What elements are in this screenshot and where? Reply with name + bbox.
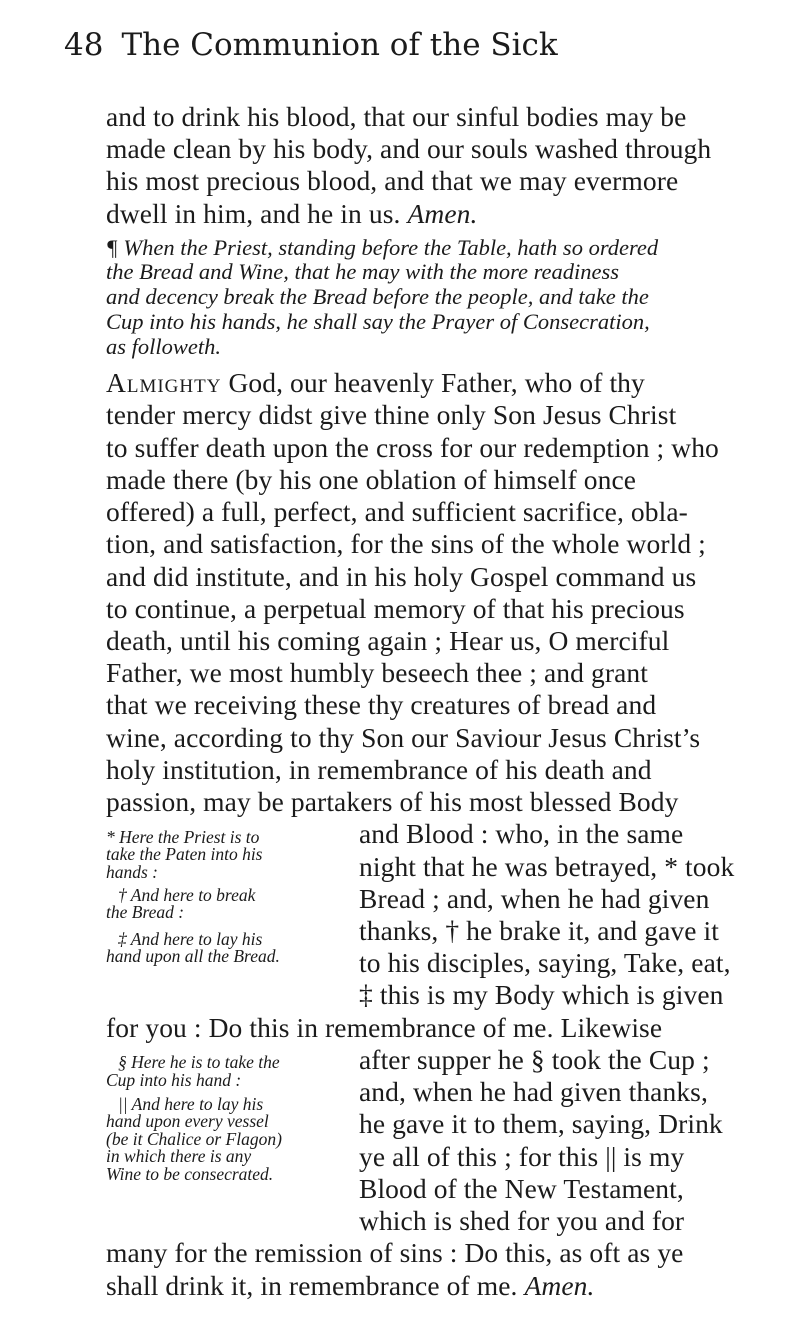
page-number: 48 — [64, 27, 104, 64]
text-span: God, our heavenly Father, who of thy — [221, 367, 645, 399]
text-line: offered) a full, perfect, and sufficient sacrifice, obla- — [106, 496, 688, 528]
text-line: and to drink his blood, that our sinful bodies may be — [106, 101, 687, 133]
text-line — [106, 367, 645, 399]
rubric-line: the Bread and Wine, that he may with the more readiness — [106, 259, 620, 285]
text-line: wine, according to thy Son our Saviour Jesus Christ’s — [106, 721, 701, 753]
margin-note: * Here the Priest is to — [106, 826, 260, 847]
running-header — [64, 27, 744, 63]
text-line: that we receiving these thy creatures of bread and — [106, 689, 657, 721]
margin-note: hand upon all the Bread. — [106, 946, 280, 967]
margin-note: † And here to break — [118, 884, 256, 905]
text-line: and Blood : who, in the same — [359, 818, 684, 850]
margin-note: ‡ And here to lay his — [118, 928, 263, 949]
text-line: ‡ this is my Body which is given — [359, 979, 724, 1011]
text-line: and did institute, and in his holy Gospel command us — [106, 560, 697, 592]
margin-note: || And here to lay his — [118, 1093, 264, 1114]
running-title: The Communion of the Sick — [121, 27, 558, 64]
margin-note: Cup into his hand : — [106, 1069, 242, 1090]
margin-note: hands : — [106, 861, 159, 882]
text-span: dwell in him, and he in us. — [106, 197, 401, 229]
margin-note: take the Paten into his — [106, 844, 263, 865]
margin-note: hand upon every vessel — [106, 1111, 269, 1132]
text-line — [106, 198, 477, 230]
margin-note: Wine to be consecrated. — [106, 1163, 274, 1184]
text-line: Father, we most humbly beseech thee ; and grant — [106, 657, 648, 689]
text-line: his most precious blood, and that we may evermore — [106, 165, 679, 197]
text-line: tion, and satisfaction, for the sins of the whole world ; — [106, 528, 706, 560]
rubric-line: ¶ When the Priest, standing before the Table, hath so ordered — [106, 234, 659, 260]
margin-note: § Here he is to take the — [118, 1052, 280, 1073]
text-line: made there (by his one oblation of himself once — [106, 463, 637, 495]
text-line: to suffer death upon the cross for our redemption ; who — [106, 431, 719, 463]
text-span: shall drink it, in remembrance of me. — [106, 1269, 518, 1301]
text-line: to continue, a perpetual memory of that his precious — [106, 592, 685, 624]
text-line: passion, may be partakers of his most blessed Body — [106, 786, 679, 818]
margin-note: (be it Chalice or Flagon) — [106, 1128, 282, 1149]
amen: Amen. — [524, 1269, 595, 1301]
text-line: ye all of this ; for this || is my — [359, 1140, 685, 1172]
text-line: which is shed for you and for — [359, 1205, 685, 1237]
text-line: for you : Do this in remembrance of me. Likewise — [106, 1011, 663, 1043]
rubric-line: and decency break the Bread before the people, and take the — [106, 284, 649, 310]
text-line: holy institution, in remembrance of his death and — [106, 753, 652, 785]
text-line: and, when he had given thanks, — [359, 1076, 708, 1108]
text-line: many for the remission of sins : Do this, as oft as ye — [106, 1237, 684, 1269]
text-line: death, until his coming again ; Hear us, O merciful — [106, 624, 670, 656]
text-line: Blood of the New Testament, — [359, 1172, 684, 1204]
text-line: made clean by his body, and our souls washed through — [106, 133, 712, 165]
text-line: to his disciples, saying, Take, eat, — [359, 947, 731, 979]
rubric-line: as followeth. — [106, 333, 222, 359]
text-line — [106, 1270, 594, 1302]
prayer-first-word: Almighty — [106, 367, 222, 399]
rubric-line: Cup into his hands, he shall say the Prayer of Consecration, — [106, 309, 650, 335]
margin-note: the Bread : — [106, 902, 185, 923]
text-line: tender mercy didst give thine only Son Jesus Christ — [106, 399, 677, 431]
margin-note: in which there is any — [106, 1146, 252, 1167]
text-line: he gave it to them, saying, Drink — [359, 1108, 723, 1140]
text-line: thanks, † he brake it, and gave it — [359, 915, 720, 947]
text-line: after supper he § took the Cup ; — [359, 1043, 710, 1075]
text-line: Bread ; and, when he had given — [359, 882, 710, 914]
amen: Amen. — [407, 197, 478, 229]
text-line: night that he was betrayed, * took — [359, 850, 735, 882]
